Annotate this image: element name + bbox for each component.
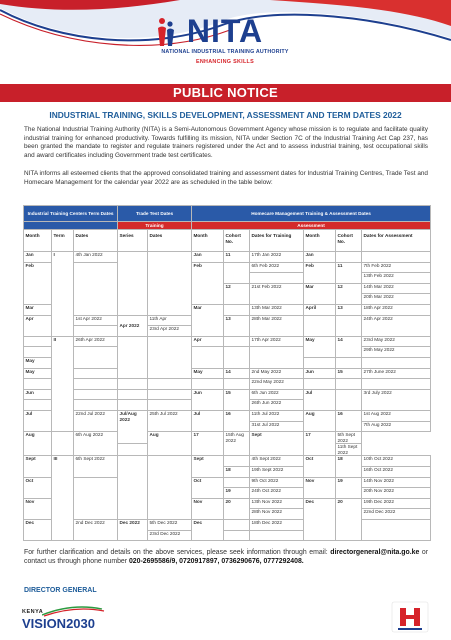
as-cohort-cell — [336, 389, 362, 410]
as-month-cell: Oct — [304, 456, 336, 477]
itc-date-cell: 2nd Dec 2022 — [74, 520, 118, 541]
as-month-cell: April — [304, 304, 336, 315]
as-month-cell: Aug — [304, 410, 336, 431]
as-cohort-cell: 20 — [336, 498, 362, 540]
as-cohort-cell — [336, 357, 362, 368]
itc-month-cell — [24, 336, 52, 347]
as-cohort-cell: 18 — [336, 456, 362, 477]
as-date-cell: 11th Sept 2022 — [336, 444, 362, 456]
term-cell: II — [52, 336, 74, 431]
header-banner — [0, 0, 451, 80]
as-month-cell: Jul — [304, 389, 336, 410]
hm-cohort-cell: 16 — [224, 410, 250, 431]
itc-date-cell: 1st Apr 2022 — [74, 315, 118, 326]
itc-month-cell — [24, 347, 52, 358]
hm-date-cell: 2nd May 2022 — [250, 368, 304, 379]
hm-date-cell: 6th Jun 2022 — [250, 389, 304, 400]
itc-date-cell: 22nd Jul 2022 — [74, 410, 118, 431]
itc-month-cell: Jul — [24, 410, 52, 431]
contact-text-2: or contact us through phone number — [24, 549, 429, 566]
as-month-cell: Dec — [304, 498, 336, 540]
col-cohort: Cohort No. — [224, 230, 250, 252]
term-cell: I — [52, 252, 74, 337]
itc-date-cell — [52, 432, 74, 456]
hm-cohort-cell: 13 — [224, 315, 250, 336]
itc-subheader-blank — [24, 222, 118, 230]
as-month-cell: Jan — [304, 252, 336, 263]
hm-cohort-cell: 19 — [224, 488, 250, 499]
as-cohort-cell: 12 — [336, 283, 362, 304]
trade-training-subheader: Training — [118, 222, 192, 230]
as-month-cell — [304, 315, 336, 336]
as-cohort-cell: 16 — [336, 410, 362, 431]
hm-month-cell: Feb — [192, 262, 224, 304]
itc-date-cell — [74, 326, 118, 337]
assessment-subheader: Assessment — [192, 222, 431, 230]
as-month-cell: Sept — [250, 432, 304, 456]
col-series: Series — [118, 230, 148, 252]
hm-date-cell — [250, 273, 304, 284]
hm-cohort-cell — [224, 456, 250, 467]
hm-date-cell: 26th Jun 2022 — [250, 400, 304, 411]
hm-month-cell: Apr — [192, 336, 224, 347]
itc-date-cell: 6th Sept 2022 — [74, 456, 118, 477]
nita-logo — [150, 14, 300, 76]
trade-date-cell — [148, 336, 192, 378]
hm-month-cell: Jan — [192, 252, 224, 263]
hm-date-cell: 28th Mar 2022 — [250, 315, 304, 336]
hm-date-cell: 4th Sept 2022 — [250, 456, 304, 467]
series-cell — [118, 400, 148, 411]
as-cohort-cell: 19 — [336, 477, 362, 498]
itc-month-cell: Oct — [24, 477, 52, 498]
partner-logo-icon — [390, 600, 430, 634]
series-cell — [118, 456, 148, 520]
itc-month-cell: Dec — [24, 520, 52, 541]
as-cohort-cell: 17 — [304, 432, 336, 456]
hm-date-cell: 28th Nov 2022 — [250, 509, 304, 520]
as-date-cell — [362, 357, 431, 368]
as-month-cell: May — [304, 336, 336, 357]
hm-date-cell: 22nd May 2022 — [250, 379, 304, 390]
as-month-cell: Feb — [304, 262, 336, 283]
itc-date-cell: 4th Jan 2022 — [74, 252, 118, 263]
trade-date-cell: 25th Jul 2022 — [148, 410, 192, 431]
hm-date-cell: 17th Apr 2022 — [250, 336, 304, 347]
as-month-cell: Jun — [304, 368, 336, 379]
as-date-cell: 10th Oct 2022 — [362, 456, 431, 467]
trade-date-cell: 23rd Dec 2022 — [148, 530, 192, 541]
trade-date-cell — [148, 456, 192, 520]
hm-month-cell — [192, 347, 224, 368]
itc-month-cell: Aug — [24, 432, 52, 456]
hm-date-cell: 21st Feb 2022 — [250, 283, 304, 304]
itc-date-cell — [74, 477, 118, 519]
hm-cohort-cell: 15 — [224, 389, 250, 410]
col-trade-dates: Dates — [148, 230, 192, 252]
as-date-cell: 24th Apr 2022 — [362, 315, 431, 336]
as-date-cell: 1st Aug 2022 — [362, 410, 431, 421]
as-date-cell: 20th Nov 2022 — [362, 488, 431, 499]
hm-date-cell: 9th Oct 2022 — [250, 477, 304, 488]
col-dates-training: Dates for Training — [250, 230, 304, 252]
contact-text: For further clarification and details on the above services, please seek information through email: — [24, 549, 328, 556]
intro-paragraph: The National Industrial Training Authority (NITA) is a Semi-Autonomous Government Agency whose mission is to regulate and facilitate quality industrial training for enhanced productivity. Towards fulfilling its mission, NITA under Section 7C of the Industrial Training Act Cap 237, has been granted the mandate to register and regulate trainers registered under the Act and to assess industrial training, test occupational skills and award certificates including Government trade test certificates. — [24, 126, 428, 159]
director-general-label: DIRECTOR GENERAL — [24, 587, 97, 594]
as-cohort-cell: 14 — [336, 336, 362, 357]
trade-date-cell: 5th Dec 2022 — [148, 520, 192, 531]
as-date-cell — [362, 520, 431, 541]
hm-date-cell: 19th Sept 2022 — [250, 467, 304, 478]
kenya-vision-word: VISION — [22, 616, 67, 631]
itc-month-cell: Nov — [24, 498, 52, 519]
as-date-cell: 16th Oct 2022 — [362, 467, 431, 478]
as-date-cell: 27th June 2022 — [362, 368, 431, 379]
as-month-cell: Mar — [304, 283, 336, 304]
contact-paragraph — [24, 548, 428, 566]
itc-month-cell: May — [24, 357, 52, 368]
itc-month-cell: May — [24, 368, 52, 379]
itc-date-cell — [74, 379, 118, 390]
col-hm-month: Month — [192, 230, 224, 252]
col-term: Term — [52, 230, 74, 252]
col-as-month: Month — [304, 230, 336, 252]
itc-month-cell: Sept — [24, 456, 52, 477]
hm-month-cell: Mar — [192, 304, 224, 336]
as-date-cell: 7th Feb 2022 — [362, 262, 431, 273]
as-date-cell: 3rd July 2022 — [362, 389, 431, 410]
homecare-group-header: Homecare Management Training & Assessment Dates — [192, 206, 431, 222]
as-date-cell: 22nd Dec 2022 — [362, 509, 431, 520]
as-date-cell: 14th Nov 2022 — [362, 477, 431, 488]
hm-cohort-cell: 11 — [224, 252, 250, 263]
as-cohort-cell: 15 — [336, 368, 362, 379]
hm-cohort-cell: 12 — [224, 283, 250, 304]
series-cell — [118, 444, 148, 456]
hm-date-cell: 15th Aug 2022 — [224, 432, 250, 456]
trade-date-cell: 23rd Apr 2022 — [148, 326, 192, 337]
itc-date-cell: 26th Apr 2022 — [74, 336, 118, 347]
as-date-cell: 13th Feb 2022 — [362, 273, 431, 284]
logo-tagline: ENHANCING SKILLS — [195, 59, 255, 65]
itc-month-cell: Feb — [24, 262, 52, 304]
hm-date-cell: 13th Nov 2022 — [250, 498, 304, 509]
hm-month-cell: Nov — [192, 498, 224, 519]
trade-date-cell — [148, 379, 192, 390]
itc-month-cell: Apr — [24, 315, 52, 336]
itc-month-cell: Jun — [24, 389, 52, 400]
hm-month-cell: May — [192, 368, 224, 379]
kenya-vision-year: 2030 — [66, 616, 95, 631]
kenya-vision-logo — [22, 603, 102, 635]
hm-date-cell: 18th Dec 2022 — [250, 520, 304, 531]
as-month-cell: Nov — [304, 477, 336, 498]
as-cohort-cell: 13 — [336, 304, 362, 315]
as-date-cell: 14th Mar 2022 — [362, 283, 431, 294]
itc-date-cell — [74, 347, 118, 368]
itc-date-cell — [74, 400, 118, 411]
as-date-cell: 19th Dec 2022 — [362, 498, 431, 509]
trade-date-cell — [148, 400, 192, 411]
series-cell: Jul/Aug 2022 — [118, 410, 148, 443]
schedule-paragraph: NITA informs all esteemed clients that the approved consolidated training and assessment dates for Industrial Training Centres, Trade Test and Homecare Management for the calendar year 2022 are as scheduled in the table below: — [24, 170, 428, 186]
logo-subtitle: NATIONAL INDUSTRIAL TRAINING AUTHORITY — [161, 49, 289, 55]
itc-month-cell: Mar — [24, 304, 52, 315]
col-dates-assessment: Dates for Assessment — [362, 230, 431, 252]
itc-month-cell: Jan — [24, 252, 52, 263]
as-cohort-cell — [336, 315, 362, 336]
contact-phones: 020-2695586/9, 0720917897, 0736290676, 0777292408. — [128, 558, 304, 566]
as-cohort-cell — [336, 379, 362, 390]
hm-date-cell: 17th Jan 2022 — [250, 252, 304, 263]
series-cell — [118, 389, 148, 400]
as-date-cell: 5th Sept 2022 — [336, 432, 362, 444]
col-dates: Dates — [74, 230, 118, 252]
trade-group-header: Trade Test Dates — [118, 206, 192, 222]
trade-date-cell: 11th Apr — [148, 315, 192, 326]
schedule-table — [23, 205, 431, 541]
series-cell — [118, 252, 148, 316]
kenya-vision-top: KENYA — [22, 609, 44, 615]
trade-date-cell — [148, 389, 192, 400]
document-subtitle: INDUSTRIAL TRAINING, SKILLS DEVELOPMENT, ASSESSMENT AND TERM DATES 2022 — [49, 110, 402, 120]
hm-cohort-cell — [224, 304, 250, 315]
as-date-cell — [362, 252, 431, 263]
hm-date-cell: 13th Mar 2022 — [250, 304, 304, 315]
series-cell: Dec 2022 — [118, 520, 148, 541]
hm-cohort-cell: 20 — [224, 498, 250, 519]
hm-month-cell: Jun — [192, 389, 224, 410]
as-cohort-cell: 11 — [336, 262, 362, 283]
contact-email-link[interactable]: directorgeneral@nita.go.ke — [330, 549, 420, 556]
as-date-cell: 23rd May 2022 — [362, 336, 431, 347]
trade-date-cell: 6th Aug 2022 — [74, 432, 118, 456]
hm-cohort-cell — [224, 262, 250, 283]
hm-cohort-cell: 18 — [224, 467, 250, 478]
logo-text: NITA — [186, 13, 264, 49]
itc-date-cell — [74, 389, 118, 400]
kenya-vision-main — [22, 616, 95, 631]
hm-month-cell: Sept — [192, 456, 224, 477]
trade-date-cell — [148, 252, 192, 316]
kenya-vision-swoosh-icon — [42, 603, 122, 617]
hm-date-cell: 31st Jul 2022 — [250, 421, 304, 432]
hm-cohort-cell — [224, 347, 250, 368]
hm-cohort-cell — [224, 336, 250, 347]
hm-date-cell: 6th Feb 2022 — [250, 262, 304, 273]
col-month: Month — [24, 230, 52, 252]
series-cell — [118, 379, 148, 390]
hm-cohort-cell: 17 — [192, 432, 224, 456]
hm-date-cell — [250, 347, 304, 368]
hm-month-cell: Oct — [192, 477, 224, 498]
as-date-cell: 29th May 2022 — [362, 347, 431, 358]
hm-date-cell: 11th Jul 2022 — [250, 410, 304, 421]
term-cell: III — [52, 456, 74, 541]
hm-month-cell: Jul — [192, 410, 224, 431]
hm-cohort-cell: 14 — [224, 368, 250, 379]
itc-date-cell — [74, 262, 118, 315]
hm-month-cell: Dec — [192, 520, 224, 541]
itc-date-cell — [74, 368, 118, 379]
itc-month-cell — [24, 379, 52, 390]
as-date-cell: 20th Mar 2022 — [362, 294, 431, 305]
col-as-cohort: Cohort No. — [336, 230, 362, 252]
hm-cohort-cell — [224, 477, 250, 488]
series-cell — [118, 336, 148, 378]
series-cell: Apr 2022 — [118, 315, 148, 336]
people-figures-icon — [156, 16, 176, 50]
as-date-cell: 7th Aug 2022 — [362, 421, 431, 432]
as-cohort-cell — [336, 252, 362, 263]
itc-group-header: Industrial Training Centers Term Dates — [24, 206, 118, 222]
itc-month-cell — [24, 400, 52, 411]
as-month-cell — [304, 357, 336, 368]
as-month-cell — [304, 379, 336, 390]
hm-cohort-cell — [224, 530, 250, 541]
as-date-cell: 18th Apr 2022 — [362, 304, 431, 315]
notice-title: PUBLIC NOTICE — [0, 84, 451, 102]
as-date-cell — [362, 379, 431, 390]
hm-month-cell: Aug — [148, 432, 192, 456]
hm-cohort-cell — [224, 379, 250, 390]
hm-date-cell — [250, 530, 304, 541]
hm-month-cell — [192, 379, 224, 390]
hm-date-cell: 24th Oct 2022 — [250, 488, 304, 499]
